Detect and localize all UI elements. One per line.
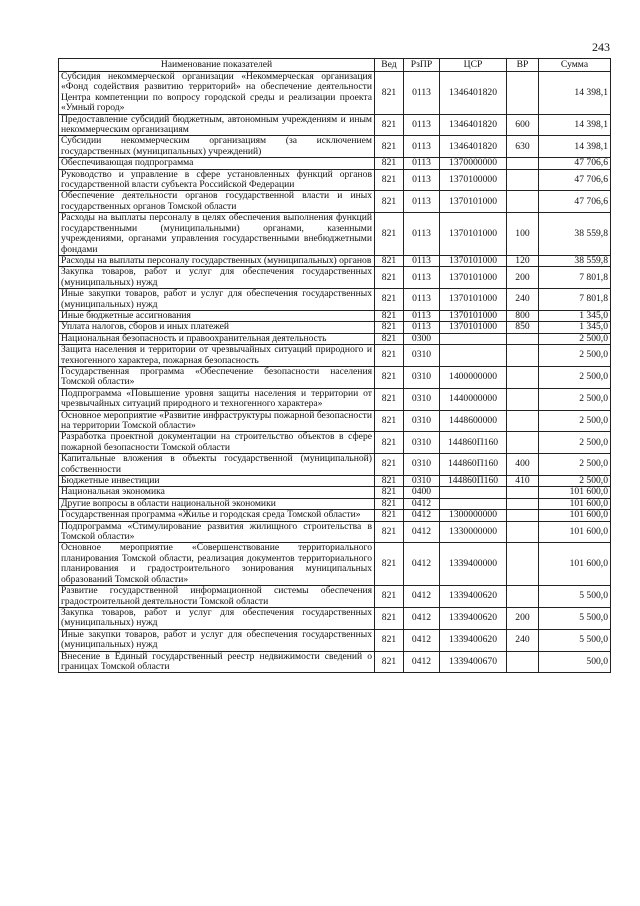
table-row (59, 651, 611, 673)
cell-ved: 821 (375, 410, 404, 432)
cell-sum: 47 706,6 (539, 191, 611, 213)
cell-name: Обеспечение деятельности органов государственной власти и иных государственных органов Томской области (59, 191, 375, 213)
cell-name: Руководство и управление в сфере установленных функций органов государственной власти субъекта Российской Федерации (59, 169, 375, 191)
cell-csr: 1339400000 (440, 543, 507, 586)
cell-name: Капитальные вложения в объекты государственной (муниципальной) собственности (59, 454, 375, 476)
cell-sum: 38 559,8 (539, 255, 611, 266)
cell-rzpr: 0300 (404, 333, 440, 344)
cell-ved: 821 (375, 114, 404, 136)
cell-name: Другие вопросы в области национальной экономики (59, 498, 375, 509)
cell-csr: 1339400670 (440, 651, 507, 673)
cell-name: Защита населения и территории от чрезвычайных ситуаций природного и техногенного характера, пожарная безопасность (59, 345, 375, 367)
cell-sum: 101 600,0 (539, 498, 611, 509)
cell-csr: 1448600000 (440, 410, 507, 432)
cell-ved: 821 (375, 255, 404, 266)
cell-ved: 821 (375, 454, 404, 476)
table-row (59, 510, 611, 521)
cell-vr (507, 169, 539, 191)
cell-sum: 2 500,0 (539, 345, 611, 367)
header-sum: Сумма (539, 59, 611, 72)
table-row (59, 607, 611, 629)
cell-csr: 1370101000 (440, 255, 507, 266)
cell-sum: 47 706,6 (539, 169, 611, 191)
cell-rzpr: 0113 (404, 255, 440, 266)
table-row (59, 476, 611, 487)
cell-csr: 144860П160 (440, 476, 507, 487)
cell-name: Предоставление субсидий бюджетным, автономным учреждениям и иным некоммерческим организациям (59, 114, 375, 136)
page-number: 243 (592, 40, 610, 54)
cell-rzpr: 0113 (404, 114, 440, 136)
table-row (59, 388, 611, 410)
cell-ved: 821 (375, 310, 404, 321)
cell-vr: 600 (507, 114, 539, 136)
table-header-row (59, 59, 611, 72)
table-row (59, 169, 611, 191)
cell-sum: 14 398,1 (539, 136, 611, 158)
cell-vr (507, 498, 539, 509)
table-row (59, 629, 611, 651)
table-row (59, 322, 611, 333)
cell-sum: 500,0 (539, 651, 611, 673)
cell-rzpr: 0412 (404, 498, 440, 509)
cell-rzpr: 0113 (404, 310, 440, 321)
cell-ved: 821 (375, 333, 404, 344)
cell-sum: 2 500,0 (539, 410, 611, 432)
cell-vr: 630 (507, 136, 539, 158)
table-row (59, 586, 611, 608)
table-row (59, 72, 611, 115)
cell-name: Подпрограмма «Повышение уровня защиты населения и территории от чрезвычайных ситуаций природного и техногенного характера» (59, 388, 375, 410)
cell-rzpr: 0412 (404, 543, 440, 586)
cell-ved: 821 (375, 432, 404, 454)
cell-sum: 2 500,0 (539, 432, 611, 454)
cell-name: Государственная программа «Обеспечение безопасности населения Томской области» (59, 366, 375, 388)
cell-vr: 100 (507, 213, 539, 256)
cell-ved: 821 (375, 289, 404, 311)
table-row (59, 410, 611, 432)
cell-sum: 2 500,0 (539, 476, 611, 487)
table-body (59, 72, 611, 673)
cell-csr: 1339400620 (440, 607, 507, 629)
cell-sum: 38 559,8 (539, 213, 611, 256)
cell-vr: 120 (507, 255, 539, 266)
table-row (59, 255, 611, 266)
cell-sum: 1 345,0 (539, 310, 611, 321)
table-row (59, 333, 611, 344)
cell-ved: 821 (375, 510, 404, 521)
cell-rzpr: 0310 (404, 432, 440, 454)
cell-vr (507, 72, 539, 115)
cell-vr: 240 (507, 629, 539, 651)
table-row (59, 454, 611, 476)
cell-name: Иные закупки товаров, работ и услуг для обеспечения государственных (муниципальных) нужд (59, 629, 375, 651)
cell-csr: 144860П160 (440, 432, 507, 454)
cell-sum: 7 801,8 (539, 267, 611, 289)
cell-sum: 101 600,0 (539, 543, 611, 586)
cell-ved: 821 (375, 388, 404, 410)
cell-vr (507, 410, 539, 432)
cell-vr: 240 (507, 289, 539, 311)
cell-vr (507, 586, 539, 608)
cell-csr: 1370101000 (440, 289, 507, 311)
cell-csr: 1346401820 (440, 114, 507, 136)
cell-ved: 821 (375, 72, 404, 115)
cell-name: Бюджетные инвестиции (59, 476, 375, 487)
table-row (59, 345, 611, 367)
cell-sum: 101 600,0 (539, 521, 611, 543)
cell-vr (507, 432, 539, 454)
cell-rzpr: 0412 (404, 651, 440, 673)
cell-rzpr: 0412 (404, 586, 440, 608)
table-row (59, 498, 611, 509)
cell-vr (507, 521, 539, 543)
cell-name: Подпрограмма «Стимулирование развития жилищного строительства в Томской области» (59, 521, 375, 543)
cell-name: Государственная программа «Жилье и городская среда Томской области» (59, 510, 375, 521)
cell-vr (507, 158, 539, 169)
cell-rzpr: 0113 (404, 213, 440, 256)
table-row (59, 432, 611, 454)
cell-name: Основное мероприятие «Совершенствование территориального планирования Томской области, реализация документов территориального планирования и градостроительного зонирования муниципальных образований Томской области» (59, 543, 375, 586)
cell-csr: 1370000000 (440, 158, 507, 169)
cell-csr: 1370101000 (440, 267, 507, 289)
cell-ved: 821 (375, 476, 404, 487)
cell-rzpr: 0412 (404, 629, 440, 651)
cell-ved: 821 (375, 629, 404, 651)
cell-vr (507, 191, 539, 213)
cell-vr (507, 333, 539, 344)
header-name: Наименование показателей (59, 59, 375, 72)
cell-vr: 850 (507, 322, 539, 333)
cell-csr: 1370101000 (440, 191, 507, 213)
cell-ved: 821 (375, 586, 404, 608)
cell-csr: 1339400620 (440, 586, 507, 608)
cell-rzpr: 0400 (404, 487, 440, 498)
cell-vr (507, 388, 539, 410)
cell-ved: 821 (375, 651, 404, 673)
cell-name: Разработка проектной документации на строительство объектов в сфере пожарной безопасности Томской области (59, 432, 375, 454)
cell-vr: 200 (507, 607, 539, 629)
cell-sum: 2 500,0 (539, 333, 611, 344)
header-ved: Вед (375, 59, 404, 72)
cell-csr: 1346401820 (440, 136, 507, 158)
cell-rzpr: 0310 (404, 476, 440, 487)
cell-vr: 800 (507, 310, 539, 321)
cell-rzpr: 0412 (404, 510, 440, 521)
cell-name: Национальная безопасность и правоохранительная деятельность (59, 333, 375, 344)
cell-name: Основное мероприятие «Развитие инфраструктуры пожарной безопасности на территории Томской области» (59, 410, 375, 432)
cell-vr: 400 (507, 454, 539, 476)
cell-sum: 2 500,0 (539, 366, 611, 388)
cell-rzpr: 0412 (404, 521, 440, 543)
cell-csr (440, 487, 507, 498)
cell-vr (507, 510, 539, 521)
cell-vr (507, 366, 539, 388)
table-row (59, 136, 611, 158)
cell-csr: 1400000000 (440, 366, 507, 388)
cell-sum: 5 500,0 (539, 586, 611, 608)
cell-ved: 821 (375, 366, 404, 388)
cell-ved: 821 (375, 191, 404, 213)
cell-vr: 410 (507, 476, 539, 487)
cell-csr: 1330000000 (440, 521, 507, 543)
cell-rzpr: 0113 (404, 169, 440, 191)
cell-csr: 1370100000 (440, 169, 507, 191)
cell-ved: 821 (375, 607, 404, 629)
cell-name: Обеспечивающая подпрограмма (59, 158, 375, 169)
cell-csr: 1370101000 (440, 310, 507, 321)
cell-csr: 1300000000 (440, 510, 507, 521)
cell-ved: 821 (375, 158, 404, 169)
cell-vr (507, 345, 539, 367)
cell-ved: 821 (375, 487, 404, 498)
cell-rzpr: 0113 (404, 267, 440, 289)
cell-sum: 5 500,0 (539, 607, 611, 629)
table-row (59, 289, 611, 311)
cell-csr: 1370101000 (440, 322, 507, 333)
table-row (59, 267, 611, 289)
cell-sum: 7 801,8 (539, 289, 611, 311)
cell-name: Закупка товаров, работ и услуг для обеспечения государственных (муниципальных) нужд (59, 607, 375, 629)
cell-rzpr: 0113 (404, 191, 440, 213)
cell-vr: 200 (507, 267, 539, 289)
cell-sum: 101 600,0 (539, 510, 611, 521)
cell-name: Иные закупки товаров, работ и услуг для обеспечения государственных (муниципальных) нужд (59, 289, 375, 311)
cell-rzpr: 0310 (404, 345, 440, 367)
cell-ved: 821 (375, 498, 404, 509)
cell-name: Субсидия некоммерческой организации «Некоммерческая организация «Фонд содействия развитию территорий» на обеспечение деятельности Центра компетенции по вопросу городской среды и реализации проекта «Умный город» (59, 72, 375, 115)
cell-rzpr: 0412 (404, 607, 440, 629)
cell-ved: 821 (375, 345, 404, 367)
cell-csr: 1370101000 (440, 213, 507, 256)
table-row (59, 366, 611, 388)
cell-csr: 1339400620 (440, 629, 507, 651)
header-csr: ЦСР (440, 59, 507, 72)
cell-name: Уплата налогов, сборов и иных платежей (59, 322, 375, 333)
cell-sum: 1 345,0 (539, 322, 611, 333)
cell-name: Национальная экономика (59, 487, 375, 498)
cell-ved: 821 (375, 521, 404, 543)
cell-ved: 821 (375, 136, 404, 158)
cell-rzpr: 0310 (404, 454, 440, 476)
table-row (59, 521, 611, 543)
cell-sum: 2 500,0 (539, 454, 611, 476)
cell-vr (507, 543, 539, 586)
cell-rzpr: 0310 (404, 410, 440, 432)
cell-rzpr: 0113 (404, 289, 440, 311)
cell-sum: 2 500,0 (539, 388, 611, 410)
cell-ved: 821 (375, 267, 404, 289)
cell-ved: 821 (375, 322, 404, 333)
table-row (59, 158, 611, 169)
cell-name: Иные бюджетные ассигнования (59, 310, 375, 321)
table-row (59, 191, 611, 213)
cell-ved: 821 (375, 213, 404, 256)
cell-name: Развитие государственной информационной системы обеспечения градостроительной деятельности Томской области (59, 586, 375, 608)
cell-ved: 821 (375, 543, 404, 586)
cell-name: Расходы на выплаты персоналу в целях обеспечения выполнения функций государственными (муниципальными) органами, казенными учреждениями, органами управления государственными внебюджетными фондами (59, 213, 375, 256)
cell-csr (440, 333, 507, 344)
cell-sum: 14 398,1 (539, 114, 611, 136)
cell-rzpr: 0113 (404, 72, 440, 115)
table-row (59, 543, 611, 586)
cell-rzpr: 0113 (404, 136, 440, 158)
cell-rzpr: 0310 (404, 388, 440, 410)
cell-name: Расходы на выплаты персоналу государственных (муниципальных) органов (59, 255, 375, 266)
cell-rzpr: 0310 (404, 366, 440, 388)
cell-csr: 144860П160 (440, 454, 507, 476)
cell-sum: 14 398,1 (539, 72, 611, 115)
cell-vr (507, 651, 539, 673)
cell-ved: 821 (375, 169, 404, 191)
table-row (59, 310, 611, 321)
header-rzpr: РзПР (404, 59, 440, 72)
table-row (59, 213, 611, 256)
cell-sum: 47 706,6 (539, 158, 611, 169)
cell-sum: 101 600,0 (539, 487, 611, 498)
cell-name: Закупка товаров, работ и услуг для обеспечения государственных (муниципальных) нужд (59, 267, 375, 289)
cell-name: Внесение в Единый государственный реестр недвижимости сведений о границах Томской области (59, 651, 375, 673)
table-row (59, 487, 611, 498)
cell-csr: 1440000000 (440, 388, 507, 410)
budget-table (58, 58, 611, 673)
cell-csr: 1346401820 (440, 72, 507, 115)
cell-rzpr: 0113 (404, 322, 440, 333)
table-row (59, 114, 611, 136)
cell-rzpr: 0113 (404, 158, 440, 169)
cell-csr (440, 498, 507, 509)
header-vr: ВР (507, 59, 539, 72)
cell-csr (440, 345, 507, 367)
cell-vr (507, 487, 539, 498)
cell-name: Субсидии некоммерческим организациям (за исключением государственных (муниципальных) учреждений) (59, 136, 375, 158)
cell-sum: 5 500,0 (539, 629, 611, 651)
